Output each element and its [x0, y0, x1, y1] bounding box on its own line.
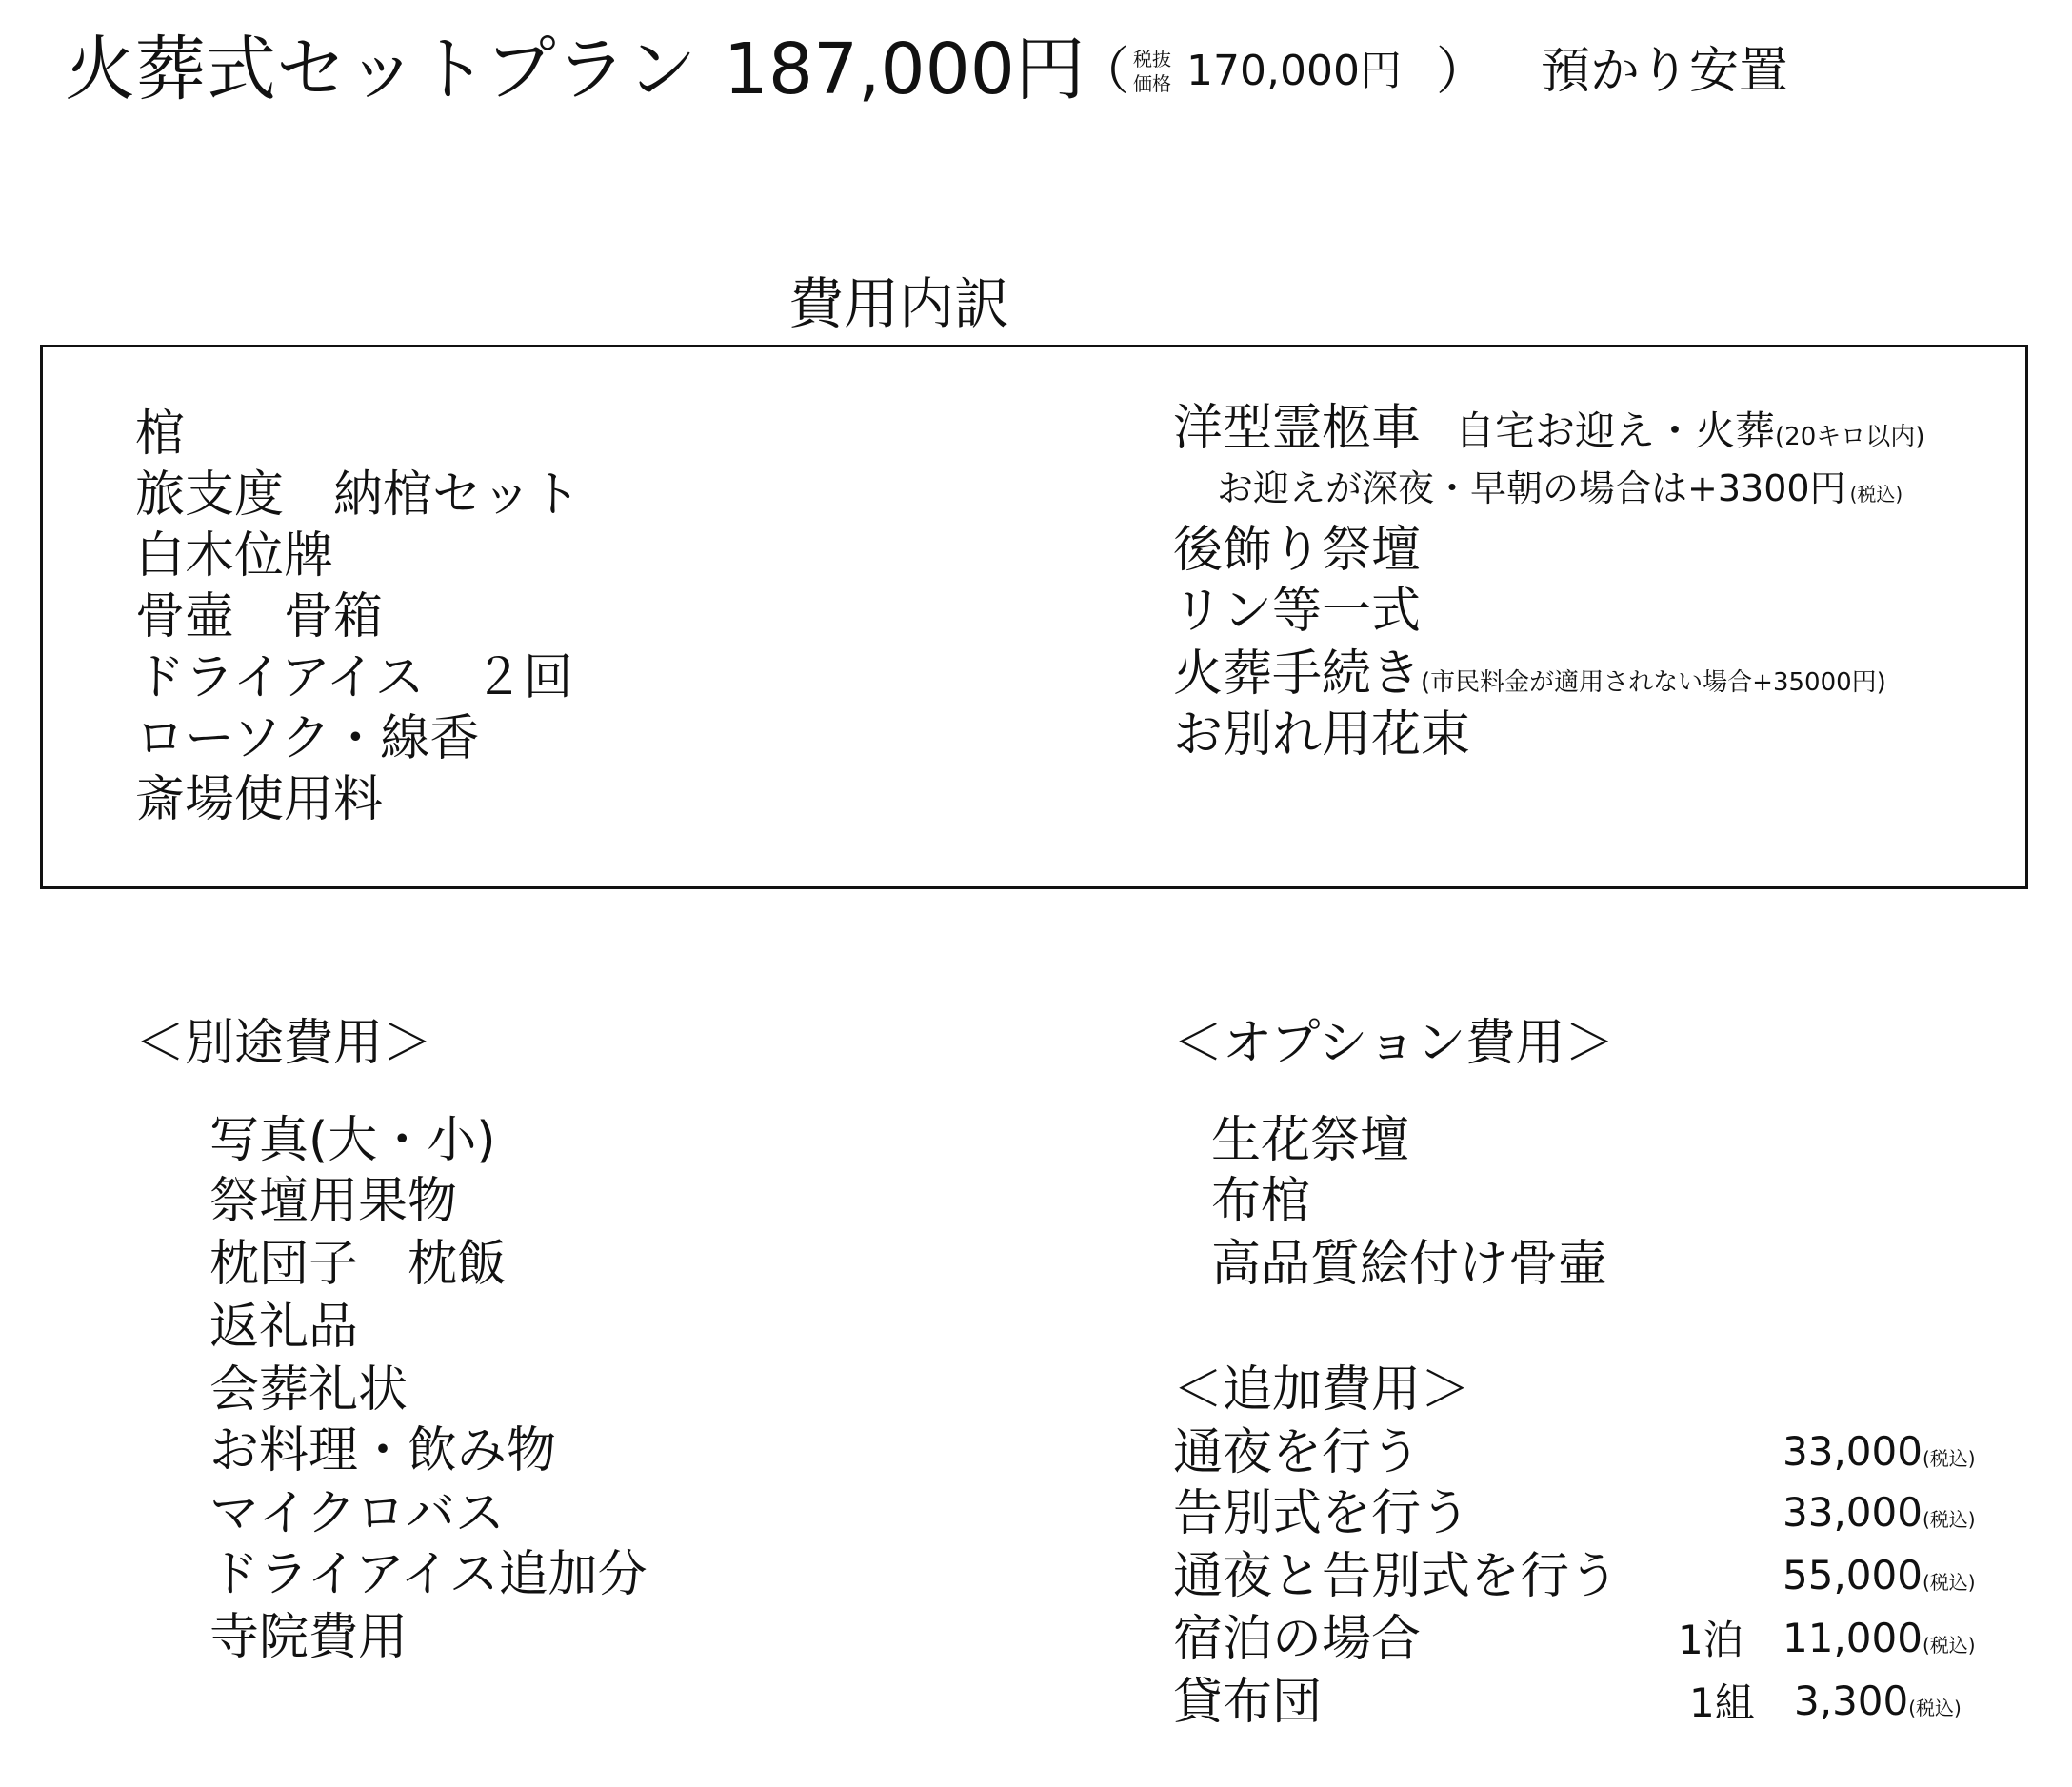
additional-cost-label: 宿泊の場合: [1173, 1611, 1422, 1668]
additional-cost-label: 通夜を行う: [1173, 1424, 1422, 1481]
additional-cost-label: 告別式を行う: [1173, 1485, 1471, 1542]
tax-label-top: 税抜: [1133, 48, 1171, 70]
tax-label: (税込): [1908, 1697, 1962, 1719]
additional-cost-price: [1794, 1678, 1962, 1724]
option-costs-title: ＜オプション費用＞: [1173, 1015, 1615, 1072]
plan-title: [65, 29, 1086, 110]
option-cost-item: 布棺: [1211, 1173, 1311, 1230]
plan-price: 187,000円: [723, 29, 1086, 110]
additional-cost-unit: 1組: [1689, 1679, 1755, 1726]
hearse-desc: 自宅お迎え・火葬: [1455, 407, 1776, 454]
additional-cost-price: [1783, 1428, 1976, 1475]
cremation-procedure: [1173, 645, 1886, 703]
breakdown-item: 後飾り祭壇: [1173, 522, 1422, 579]
close-paren: ）: [1435, 41, 1487, 101]
breakdown-item: 骨壷 骨箱: [135, 588, 384, 645]
plan-name: 火葬式セットプラン: [65, 29, 697, 110]
tax-label: (税込): [1922, 1634, 1976, 1657]
separate-cost-item: 写真(大・小): [209, 1112, 496, 1169]
hearse-label: 洋型霊柩車: [1173, 400, 1422, 457]
price-value: 33,000: [1783, 1428, 1923, 1475]
night-note-tax: (税込): [1849, 483, 1903, 506]
hearse-night-note: [1217, 467, 1903, 509]
additional-costs-title: ＜追加費用＞: [1173, 1361, 1471, 1419]
breakdown-item: 旅支度 納棺セット: [135, 467, 582, 524]
additional-cost-label: 通夜と告別式を行う: [1173, 1548, 1620, 1605]
open-paren: （: [1078, 41, 1129, 101]
breakdown-item: リン等一式: [1173, 583, 1422, 640]
price-value: 33,000: [1783, 1489, 1923, 1536]
additional-cost-unit: 1泊: [1678, 1617, 1743, 1663]
price-value: 3,300: [1794, 1678, 1909, 1724]
night-note-text: お迎えが深夜・早朝の場合は+3300円: [1217, 467, 1846, 509]
tax-label: (税込): [1922, 1508, 1976, 1531]
price-value: 11,000: [1783, 1615, 1923, 1661]
storage-note: 預かり安置: [1540, 43, 1788, 100]
breakdown-item: 棺: [135, 406, 186, 463]
breakdown-title: 費用内訳: [788, 271, 1010, 336]
breakdown-item: お別れ用花束: [1173, 706, 1471, 764]
additional-cost-price: [1783, 1552, 1976, 1598]
breakdown-item: 斎場使用料: [135, 771, 384, 828]
price-value: 55,000: [1783, 1552, 1923, 1598]
cremation-label: 火葬手続き: [1173, 645, 1422, 703]
separate-costs-title: ＜別途費用＞: [135, 1015, 433, 1072]
hearse-item: [1173, 400, 1925, 457]
tax-excluded-note: [1078, 41, 1788, 101]
separate-cost-item: マイクロバス: [209, 1485, 505, 1542]
tax-excluded-price: 170,000円: [1186, 47, 1402, 95]
additional-cost-price: [1783, 1615, 1976, 1661]
separate-cost-item: 寺院費用: [209, 1609, 408, 1666]
tax-label: (税込): [1922, 1447, 1976, 1470]
cremation-note: (市民料金が適用されない場合+35000円): [1421, 668, 1886, 697]
tax-excluded-label: [1133, 47, 1171, 96]
breakdown-item: ドライアイス ２回: [135, 649, 573, 706]
hearse-limit: (20キロ以内): [1775, 423, 1925, 451]
tax-label-bottom: 価格: [1133, 72, 1171, 95]
breakdown-item: 白木位牌: [135, 527, 334, 585]
separate-cost-item: ドライアイス追加分: [209, 1546, 648, 1603]
option-cost-item: 生花祭壇: [1211, 1112, 1410, 1169]
separate-cost-item: 祭壇用果物: [209, 1173, 458, 1230]
option-cost-item: 高品質絵付け骨壷: [1211, 1236, 1608, 1293]
additional-cost-label: 貸布団: [1173, 1674, 1323, 1731]
additional-cost-price: [1783, 1489, 1976, 1536]
separate-cost-item: お料理・飲み物: [209, 1422, 557, 1479]
separate-cost-item: 会葬礼状: [209, 1361, 408, 1419]
breakdown-item: ローソク・線香: [135, 710, 480, 767]
separate-cost-item: 枕団子 枕飯: [209, 1236, 508, 1293]
tax-label: (税込): [1922, 1571, 1976, 1594]
separate-cost-item: 返礼品: [209, 1299, 359, 1356]
